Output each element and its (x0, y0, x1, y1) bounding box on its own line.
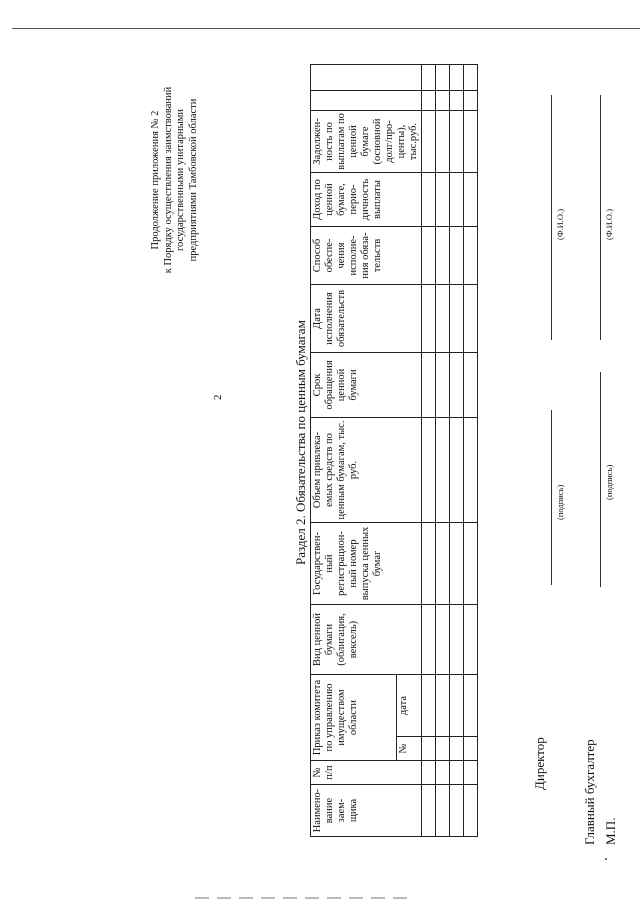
table-cell (422, 227, 436, 285)
header-registration-number: Государствен- ный регистрацион- ный номер выпуска ценных бумаг (311, 523, 422, 605)
header-order-number: № (396, 737, 421, 761)
table-cell (464, 173, 478, 227)
header-borrower: Наимено- вание заем- щика (311, 785, 422, 837)
table-cell (436, 605, 450, 675)
table-cell (436, 111, 450, 173)
table-cell (450, 418, 464, 523)
table-cell (450, 737, 464, 761)
table-cell (464, 523, 478, 605)
table-cell (422, 111, 436, 173)
table-cell (450, 353, 464, 418)
table-cell (450, 523, 464, 605)
table-cell (464, 353, 478, 418)
table-cell (422, 785, 436, 837)
accountant-signature-line (600, 372, 601, 587)
table-cell (422, 91, 436, 111)
table-cell (422, 523, 436, 605)
chief-accountant-label: Главный бухгалтер (582, 739, 597, 845)
table-cell (422, 737, 436, 761)
table-cell (464, 737, 478, 761)
table-cell (464, 111, 478, 173)
table-cell (450, 91, 464, 111)
table-cell (436, 91, 450, 111)
table-cell (436, 523, 450, 605)
table-cell (450, 65, 464, 91)
appendix-line: государственными унитарными (175, 109, 186, 251)
director-name-line (551, 95, 552, 340)
header-debt: Задолжен- ность по выплатам по ценной бумаге (основной долг/про- центы), тыс.руб. (311, 111, 422, 173)
table-cell (464, 605, 478, 675)
table-cell (450, 761, 464, 785)
table-cell (464, 418, 478, 523)
table-cell (436, 761, 450, 785)
table-cell (436, 675, 450, 737)
table-cell (422, 285, 436, 353)
table-row (422, 65, 436, 837)
table-cell (422, 65, 436, 91)
table-cell (464, 91, 478, 111)
table-cell (450, 605, 464, 675)
header-security-method: Способ обеспе- чения исполне- ния обяза- тельств (311, 227, 422, 285)
accountant-name-line (600, 95, 601, 340)
header-security-type: Вид ценной бумаги (облигация, вексель) (311, 605, 422, 675)
header-due-date: Дата исполнения обязательств (311, 285, 422, 353)
table-cell (450, 227, 464, 285)
director-label: Директор (532, 737, 547, 790)
rotated-document-page (150, 55, 620, 845)
table-cell (436, 785, 450, 837)
scan-edge-marks (195, 897, 415, 899)
header-order: Приказ комитета по управлению имуществом области (311, 675, 397, 761)
stamp-place: М.П. (603, 817, 618, 845)
table-cell (422, 761, 436, 785)
header-number: № п/п (311, 761, 422, 785)
table-cell (436, 418, 450, 523)
table-cell (464, 761, 478, 785)
page-number: 2 (212, 394, 224, 400)
table-cell (422, 675, 436, 737)
table-cell (464, 65, 478, 91)
table-cell (450, 785, 464, 837)
table-cell (450, 111, 464, 173)
table-cell (422, 418, 436, 523)
section-title: Раздел 2. Обязательства по ценным бумагам (293, 320, 308, 565)
table-cell (464, 285, 478, 353)
table-cell (450, 285, 464, 353)
table-cell (422, 353, 436, 418)
table-row (436, 65, 450, 837)
table-cell (464, 675, 478, 737)
name-caption: (Ф.И.О.) (604, 208, 614, 240)
table-cell (422, 605, 436, 675)
signature-caption: (подпись) (604, 464, 614, 500)
table-cell (436, 227, 450, 285)
table-cell (464, 227, 478, 285)
signature-caption: (подпись) (555, 484, 565, 520)
table-cell (436, 65, 450, 91)
header-circulation-term: Срок обращения ценной бумаги (311, 353, 422, 418)
scan-speck (605, 858, 607, 860)
securities-obligations-table (310, 64, 478, 837)
table-cell (450, 675, 464, 737)
header-order-date: дата (396, 675, 421, 737)
table-cell (436, 353, 450, 418)
top-rule (12, 28, 640, 29)
table-cell (450, 173, 464, 227)
table-row (450, 65, 464, 837)
table-cell (464, 785, 478, 837)
table-row (464, 65, 478, 837)
header-funds-volume: Объем привлека- емых средств по ценным бумагам, тыс. руб. (311, 418, 422, 523)
appendix-note (150, 45, 200, 315)
name-caption: (Ф.И.О.) (555, 208, 565, 240)
table-cell (436, 173, 450, 227)
appendix-line: предприятиями Тамбовской области (187, 98, 199, 262)
table-cell (436, 285, 450, 353)
table-cell (422, 173, 436, 227)
header-income: Доход по ценной бумаге, перио- дичность выплаты (311, 173, 422, 227)
header-extra-column (311, 65, 422, 91)
appendix-line: Продолжение приложения № 2 (150, 110, 161, 250)
appendix-line: к Порядку осуществления заимствований (162, 86, 174, 274)
table-cell (436, 737, 450, 761)
header-extra-column (311, 91, 422, 111)
director-signature-line (551, 410, 552, 585)
